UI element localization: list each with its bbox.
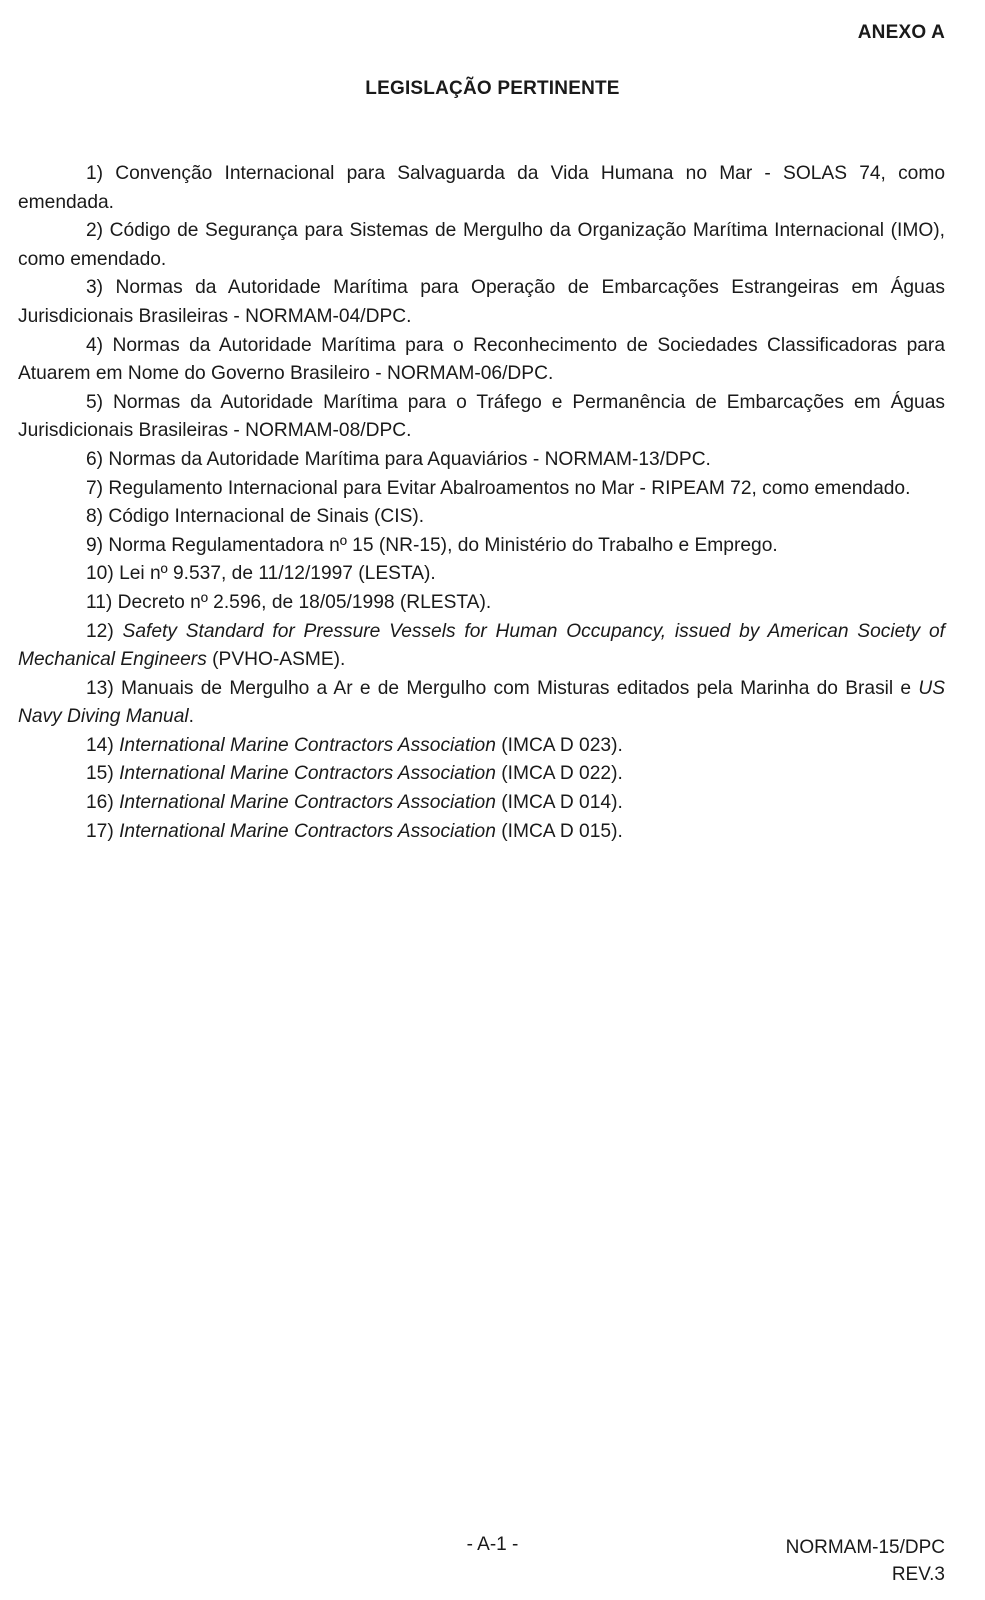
legislation-item [18, 675, 945, 732]
legislation-item [18, 560, 945, 589]
legislation-item [18, 618, 945, 675]
legislation-item [18, 274, 945, 331]
item-text: 8) Código Internacional de Sinais (CIS). [86, 506, 425, 528]
legislation-item [18, 503, 945, 532]
item-text: 2) Código de Segurança para Sistemas de Mergulho da Organização Marítima Internacional (IMO), como emendado. [18, 220, 945, 270]
item-text: (IMCA D 014). [495, 792, 623, 814]
legislation-item [18, 532, 945, 561]
legislation-item [18, 732, 945, 761]
item-text: 11) Decreto nº 2.596, de 18/05/1998 (RLESTA). [86, 591, 492, 613]
item-text: 1) Convenção Internacional para Salvaguarda da Vida Humana no Mar - SOLAS 74, como emendada. [18, 163, 945, 213]
item-text: 17) [86, 820, 120, 842]
item-italic-text: International Marine Contractors Association [119, 763, 496, 785]
legislation-item [18, 789, 945, 818]
item-text: 5) Normas da Autoridade Marítima para o Tráfego e Permanência de Embarcações em Águas Jurisdicionais Brasileiras - NORMAM-08/DPC. [18, 391, 945, 442]
item-text: 16) [86, 792, 120, 814]
page-number: - A-1 - [466, 1534, 519, 1555]
item-text: . [188, 706, 194, 728]
item-text: 3) Normas da Autoridade Marítima para Operação de Embarcações Estrangeiras em Águas Jurisdicionais Brasileiras - NORMAM-04/DPC. [18, 277, 945, 327]
item-text: 9) Norma Regulamentadora nº 15 (NR-15), do Ministério do Trabalho e Emprego. [86, 534, 778, 556]
item-text: (IMCA D 015). [495, 820, 623, 842]
legislation-item [18, 389, 945, 446]
legislation-item [18, 475, 945, 504]
item-italic-text: US Navy Diving Manual [18, 677, 945, 728]
item-text: 6) Normas da Autoridade Marítima para Aquaviários - NORMAM-13/DPC. [86, 448, 711, 470]
legislation-item [18, 446, 945, 475]
footer-reference [786, 1534, 945, 1588]
item-text: (PVHO-ASME). [206, 649, 346, 671]
item-text: 7) Regulamento Internacional para Evitar Abalroamentos no Mar - RIPEAM 72, como emendado. [86, 477, 911, 499]
document-code: NORMAM-15/DPC [785, 1537, 945, 1558]
legislation-item [18, 589, 945, 618]
item-text: 13) Manuais de Mergulho a Ar e de Mergulho com Misturas editados pela Marinha do Brasil e [86, 677, 919, 699]
annex-label: ANEXO A [857, 22, 945, 43]
legislation-item [18, 818, 945, 847]
legislation-item [18, 332, 945, 389]
item-text: (IMCA D 022). [495, 763, 623, 785]
item-text: 4) Normas da Autoridade Marítima para o Reconhecimento de Sociedades Classificadoras para Atuarem em Nome do Governo Brasileiro - NORMAM-06/DPC. [18, 334, 945, 385]
item-italic-text: International Marine Contractors Association [119, 792, 496, 814]
item-text: (IMCA D 023). [495, 734, 623, 756]
legislation-item [18, 760, 945, 789]
item-text: 12) [86, 620, 123, 642]
item-text: 14) [86, 734, 120, 756]
legislation-item [18, 160, 945, 217]
item-text: 15) [86, 763, 120, 785]
item-italic-text: International Marine Contractors Association [119, 734, 496, 756]
item-text: 10) Lei nº 9.537, de 11/12/1997 (LESTA). [86, 563, 436, 585]
legislation-item [18, 217, 945, 274]
item-italic-text: Safety Standard for Pressure Vessels for Human Occupancy, issued by American Society of Mechanical Engineers [18, 620, 945, 671]
page-title: LEGISLAÇÃO PERTINENTE [365, 78, 620, 99]
document-revision: REV.3 [891, 1564, 945, 1585]
legislation-list [18, 160, 945, 846]
item-italic-text: International Marine Contractors Association [119, 820, 496, 842]
